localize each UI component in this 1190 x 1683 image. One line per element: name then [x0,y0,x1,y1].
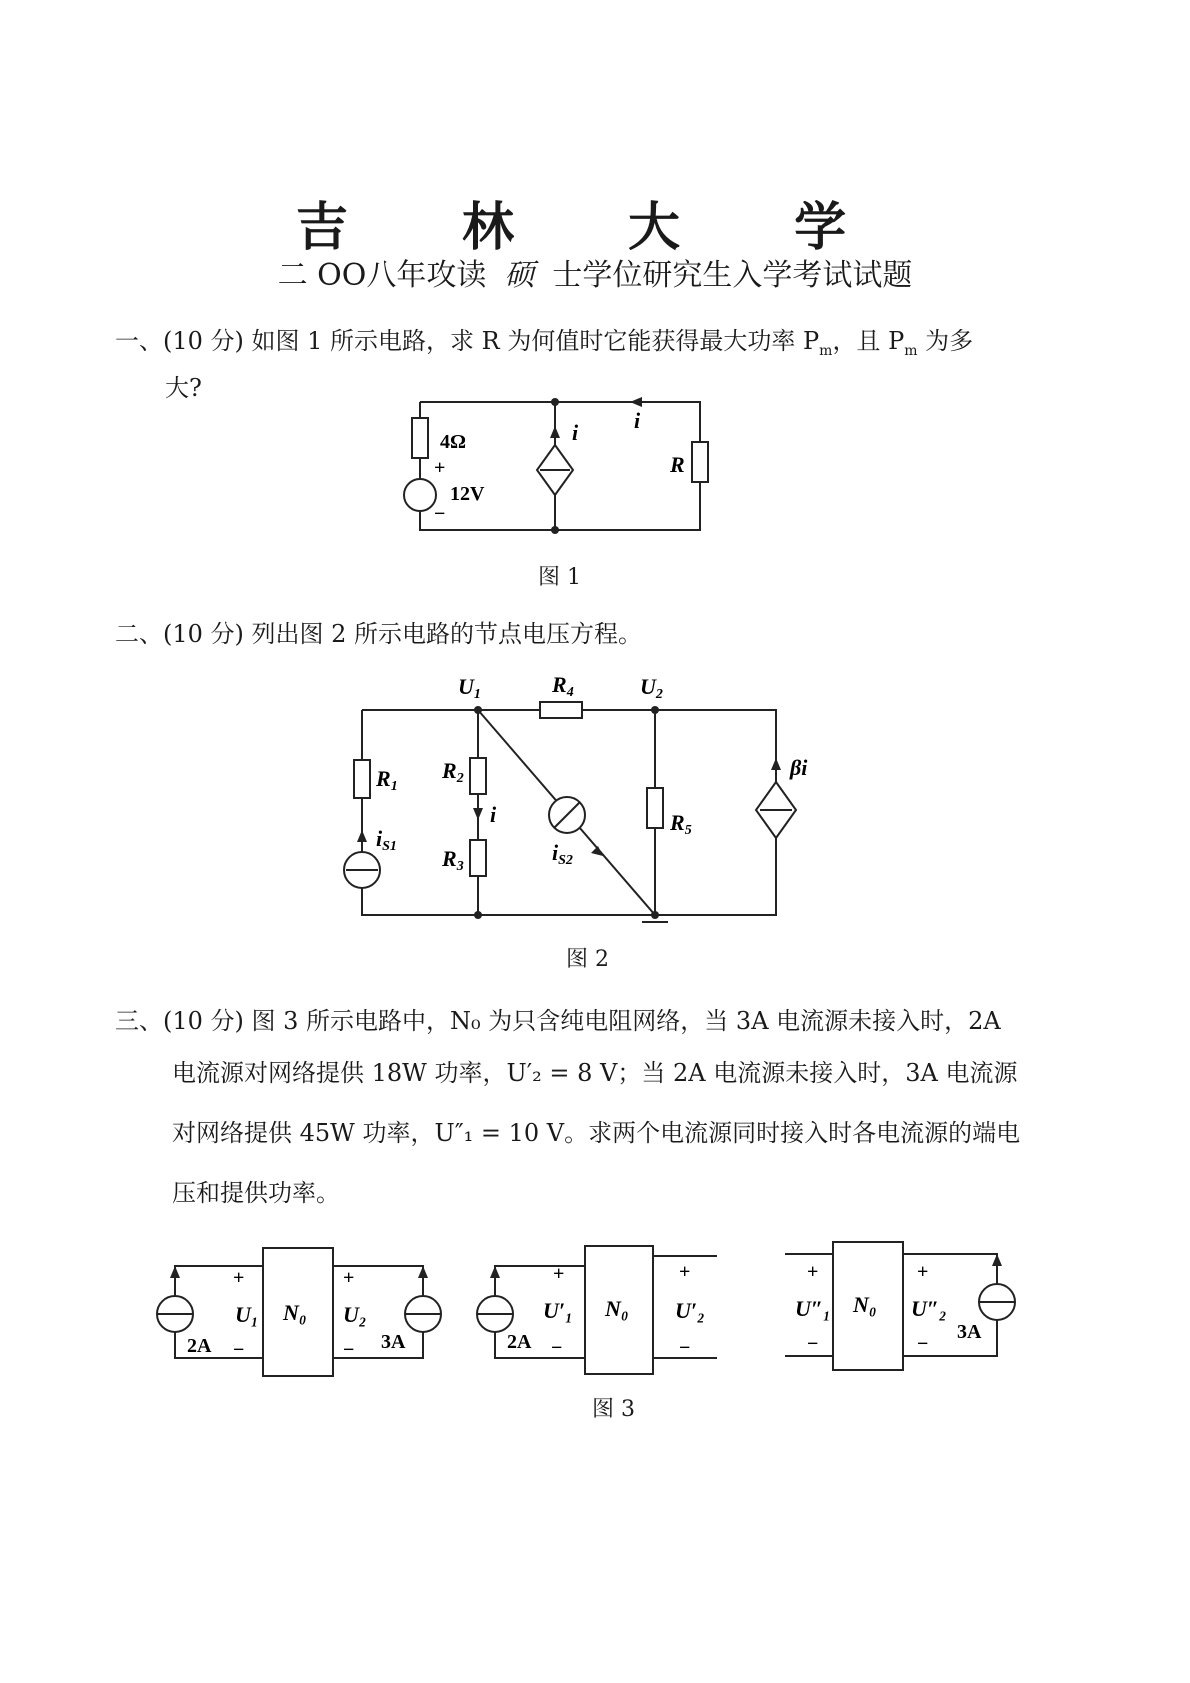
fig1-arrow-up [550,426,560,438]
q3-line2: 电流源对网络提供 18W 功率，U′₂ = 8 V；当 2A 电流源未接入时，3A 电流源 [172,1059,1018,1087]
fig1-resistor-4ohm [412,418,428,458]
fig3b-plus-left: + [553,1263,565,1285]
fig2-arrow-is2 [591,846,603,856]
fig3c-u2pp: U″₂ [911,1296,947,1321]
fig2-node-u2 [651,706,659,714]
figure-1-caption: 图 1 [538,565,581,590]
fig1-label-4ohm: 4Ω [440,431,467,453]
fig3c-n0: N₀ [853,1292,877,1317]
fig3a-minus-right: − [343,1339,355,1361]
fig2-label-is1: iS1 [376,826,397,854]
subtitle-left: 二 OO八年攻读 [277,258,487,293]
fig2-label-u2: U2 [640,674,663,702]
fig3b-minus-left: − [551,1337,563,1359]
fig2-label-r5: R5 [670,810,692,838]
subtitle-handwritten: 硕 [504,258,535,293]
fig2-node-bottom-left [474,911,482,919]
exam-subtitle [0,250,1190,294]
fig2-resistor-r1 [354,760,370,798]
fig1-node-bottom [551,526,559,534]
q1-sub-m2: m [904,342,918,359]
fig3b-u1p: U′₁ [543,1298,573,1323]
fig2-label-beta-i: βi [790,755,808,780]
fig1-voltage-source [404,479,436,511]
q1-line1c: 为多 [917,327,974,355]
question-2-text: 二、(10 分) 列出图 2 所示电路的节点电压方程。 [115,620,643,648]
figure-3-circuits [145,1238,1025,1388]
fig2-label-r2: R2 [442,758,464,786]
fig1-label-i-mid: i [572,420,579,445]
fig1-resistor-r [692,442,708,482]
fig1-label-12v: 12V [450,483,485,505]
fig2-node-ground [651,911,659,919]
fig2-label-r1: R1 [376,766,398,794]
fig3c-plus-left: + [807,1261,819,1283]
fig3a-plus-right: + [343,1267,355,1289]
fig3a-label-3a: 3A [381,1331,406,1353]
fig1-label-minus: − [434,503,446,525]
fig2-resistor-r4 [540,702,582,718]
fig1-label-r: R [670,452,685,477]
fig2-arrow-beta [771,758,781,770]
fig2-resistor-r5 [647,788,663,828]
fig1-label-i-top: i [634,408,641,433]
fig3c-label-3a: 3A [957,1321,982,1343]
figure-3-caption: 图 3 [592,1397,635,1422]
fig3c-minus-right: − [917,1333,929,1355]
figure-1-circuit [390,390,730,550]
fig3a-arrow-right [418,1266,428,1278]
q1-sub-m1: m [819,342,833,359]
question-3-text [115,1005,1105,1037]
q1-line1: 一、(10 分) 如图 1 所示电路，求 R 为何值时它能获得最大功率 P [115,327,820,355]
fig3c-arrow-right [992,1254,1002,1266]
fig3a-arrow-left [170,1266,180,1278]
figure-2-circuit [340,670,810,940]
fig3a-u1: U₁ [235,1302,259,1327]
q3-line4: 压和提供功率。 [172,1179,340,1207]
fig3b-n0: N₀ [605,1296,629,1321]
fig3b-plus-right: + [679,1261,691,1283]
q3-line1: 三、(10 分) 图 3 所示电路中，N₀ 为只含纯电阻网络，当 3A 电流源未接入时，2A [115,1007,1001,1035]
fig3b-minus-right: − [679,1337,691,1359]
q1-line2: 大? [165,374,202,402]
fig2-node-u1 [474,706,482,714]
fig1-node-top [551,398,559,406]
fig3a-label-2a: 2A [187,1335,212,1357]
fig3b-arrow-left [490,1266,500,1278]
fig3a-plus-left: + [233,1267,245,1289]
fig2-resistor-r3 [470,840,486,876]
fig3b-label-2a: 2A [507,1331,532,1353]
fig2-label-r4: R4 [552,672,574,700]
fig1-label-plus: + [434,457,446,479]
figure-2-caption: 图 2 [566,947,609,972]
fig2-label-i: i [490,802,497,827]
q1-line1b: ，且 P [832,327,905,355]
fig3a-u2: U₂ [343,1302,367,1327]
fig3a-minus-left: − [233,1339,245,1361]
q3-line3: 对网络提供 45W 功率，U″₁ = 10 V。求两个电流源同时接入时各电流源的端电 [172,1119,1021,1147]
fig2-label-r3: R3 [442,846,464,874]
fig3b-u2p: U′₂ [675,1298,705,1323]
subtitle-right: 士学位研究生入学考试试题 [552,258,913,293]
fig2-arrow-i [473,808,483,820]
fig1-arrow-left [630,397,642,407]
university-title: 吉 林 大 学 [295,197,895,258]
fig3a-n0: N₀ [283,1300,307,1325]
fig3c-plus-right: + [917,1261,929,1283]
fig2-label-is2: iS2 [552,840,573,868]
fig3c-u1pp: U″₁ [795,1296,831,1321]
question-1-text [115,325,1095,367]
fig2-label-u1: U1 [458,674,481,702]
fig3c-minus-left: − [807,1333,819,1355]
fig2-arrow-is1 [357,830,367,842]
fig2-resistor-r2 [470,758,486,794]
